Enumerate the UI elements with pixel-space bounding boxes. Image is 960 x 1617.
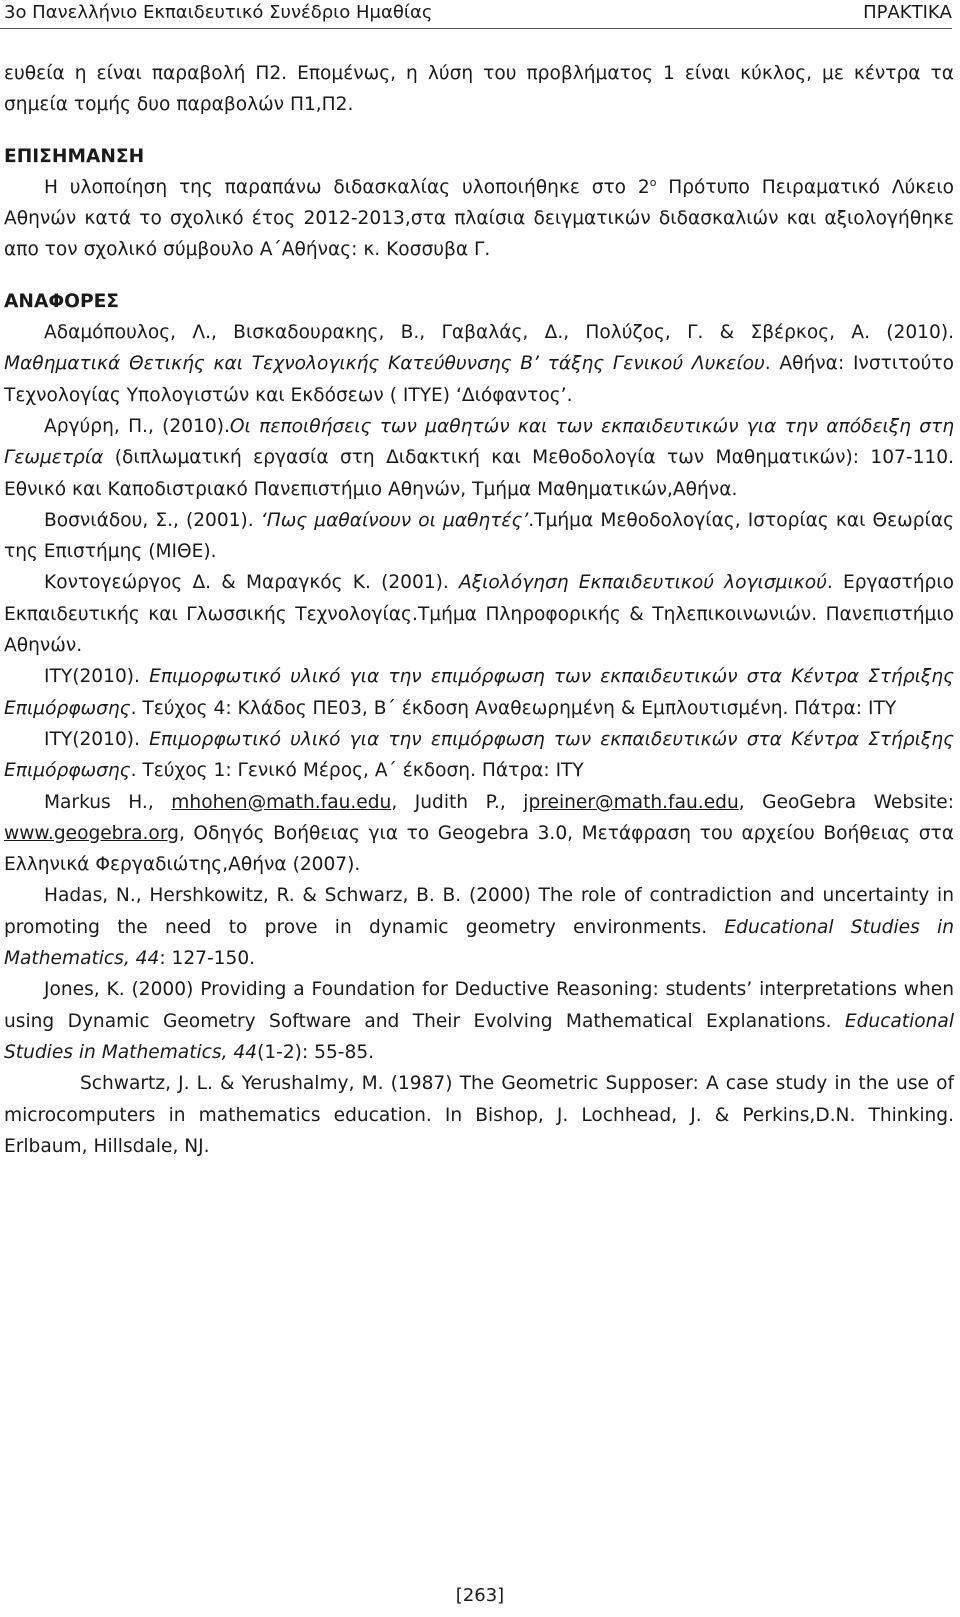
reference-item [4, 567, 954, 661]
reference-publisher: . Τεύχος 1: Γενικό Μέρος, Α΄ έκδοση. Πάτρα: ΙΤΥ [130, 760, 584, 782]
references-heading: ΑΝΑΦΟΡΕΣ [4, 290, 119, 312]
reference-authors: Markus H., [44, 791, 172, 813]
note-text-1: Η υλοποίηση της παραπάνω διδασκαλίας υλοποιήθηκε στο 2 [44, 176, 650, 198]
reference-item [4, 724, 954, 787]
reference-text: Jones, K. (2000) Providing a Foundation for Deductive Reasoning: students’ interpretations when using Dynamic Geometry Software and Their Evolving Mathematical Explanations. [4, 979, 954, 1032]
reference-item [4, 974, 954, 1068]
reference-publisher: (διπλωματική εργασία στη Διδακτική και Μεθοδολογία των Μαθηματικών): 107-110. Εθνικό και Καποδιστριακό Πανεπιστήμιο Αθηνών, Τμήμα Μαθηματικών,Αθήνα. [4, 447, 954, 500]
proceedings-label: ΠΡΑΚΤΙΚΑ [863, 2, 952, 23]
reference-item [4, 317, 954, 411]
reference-item [4, 787, 954, 881]
reference-authors: Αργύρη, Π., (2010). [44, 415, 230, 437]
reference-item: Schwartz, J. L. & Yerushalmy, M. (1987) The Geometric Supposer: A case study in the use of microcomputers in mathematics education. In Bishop, J. Lochhead, J. & Perkins,D.N. Thinking. Erlbaum, Hillsdale, NJ. [4, 1073, 954, 1157]
reference-publisher: . Αθήνα: Ινστιτούτο Τεχνολογίας Υπολογιστών και Εκδόσεων ( ΙΤΥΕ) ‘Διόφαντος’. [4, 353, 954, 406]
note-paragraph [4, 172, 954, 266]
reference-title: Αξιολόγηση Εκπαιδευτικού λογισμικού [459, 572, 827, 594]
reference-text: , GeoGebra Website: [738, 791, 955, 813]
reference-publisher: . Εργαστήριο Εκπαιδευτικής και Γλωσσικής Τεχνολογίας.Τμήμα Πληροφορικής & Τηλεπικοινωνιών. Πανεπιστήμιο Αθηνών. [4, 572, 955, 657]
note-heading: ΕΠΙΣΗΜΑΝΣΗ [4, 145, 145, 167]
reference-publisher: . Τεύχος 4: Κλάδος ΠΕ03, Β΄ έκδοση Αναθεωρημένη & Εμπλουτισμένη. Πάτρα: ΙΤΥ [130, 697, 897, 719]
reference-text: Hadas, N., Hershkowitz, R. & Schwarz, B. B. (2000) The role of contradiction and uncertainty in promoting the need to prove in dynamic geometry environments. [4, 885, 954, 938]
reference-authors: ΙΤΥ(2010). [44, 728, 150, 750]
reference-title: ‘Πως μαθαίνουν οι μαθητές’ [260, 509, 529, 531]
conference-title: 3ο Πανελλήνιο Εκπαιδευτικό Συνέδριο Ημαθίας [4, 2, 433, 23]
page-header [0, 0, 952, 29]
reference-title: Οι πεποιθήσεις των μαθητών και των εκπαιδευτικών για την απόδειξη στη Γεωμετρία [4, 415, 954, 469]
reference-item [4, 880, 954, 974]
reference-item [4, 505, 954, 568]
note-superscript: ο [649, 175, 657, 189]
page-content [4, 58, 954, 1162]
reference-journal: Educational Studies in Mathematics, 44 [4, 1010, 954, 1063]
page-number: [263] [455, 1585, 505, 1606]
reference-authors: , Judith P., [391, 791, 524, 813]
reference-item [4, 661, 954, 724]
email-link-mhohen[interactable]: mhohen@math.fau.edu [171, 791, 392, 813]
note-text-2: Πρότυπο Πειραματικό Λύκειο Αθηνών κατά το σχολικό έτος 2012-2013,στα πλαίσια δειγματικών διδασκαλιών και αξιολογήθηκε απο τον σχολικό σύμβουλο Α΄Αθήνας: κ. Κοσσυβα Γ. [4, 176, 954, 261]
email-link-jpreiner[interactable]: jpreiner@math.fau.edu [523, 791, 739, 813]
reference-pages: : 127-150. [159, 948, 256, 970]
reference-authors: Βοσνιάδου, Σ., (2001). [44, 509, 261, 531]
reference-title: Επιμορφωτικό υλικό για την επιμόρφωση των εκπαιδευτικών στα Κέντρα Στήριξης Επιμόρφωσης [4, 728, 954, 782]
reference-item [4, 411, 954, 505]
website-link-geogebra[interactable]: www.geogebra.org [4, 822, 179, 844]
reference-authors: ΙΤΥ(2010). [44, 666, 150, 688]
reference-journal: Educational Studies in Mathematics, 44 [4, 916, 954, 970]
reference-title: Μαθηματικά Θετικής και Τεχνολογικής Κατεύθυνσης Β’ τάξης Γενικού Λυκείου [4, 353, 765, 375]
reference-text: , Οδηγός Βοήθειας για το Geogebra 3.0, Μετάφραση του αρχείου Βοήθειας στα Ελληνικά Φεργαδιώτης,Αθήνα (2007). [4, 822, 954, 876]
reference-publisher: .Τμήμα Μεθοδολογίας, Ιστορίας και Θεωρίας της Επιστήμης (ΜΙΘΕ). [4, 509, 955, 563]
reference-title: Επιμορφωτικό υλικό για την επιμόρφωση των εκπαιδευτικών στα Κέντρα Στήριξης Επιμόρφωσης [4, 666, 954, 719]
reference-authors: Κοντογεώργος Δ. & Μαραγκός Κ. (2001). [44, 572, 460, 594]
intro-paragraph: ευθεία η είναι παραβολή Π2. Επομένως, η λύση του προβλήματος 1 είναι κύκλος, με κέντρα τα σημεία τομής δυο παραβολών Π1,Π2. [4, 63, 954, 116]
reference-authors: Αδαμόπουλος, Λ., Βισκαδουρακης, Β., Γαβαλάς, Δ., Πολύζος, Γ. & Σβέρκος, Α. (2010). [44, 322, 954, 344]
reference-pages: (1-2): 55-85. [257, 1041, 375, 1063]
